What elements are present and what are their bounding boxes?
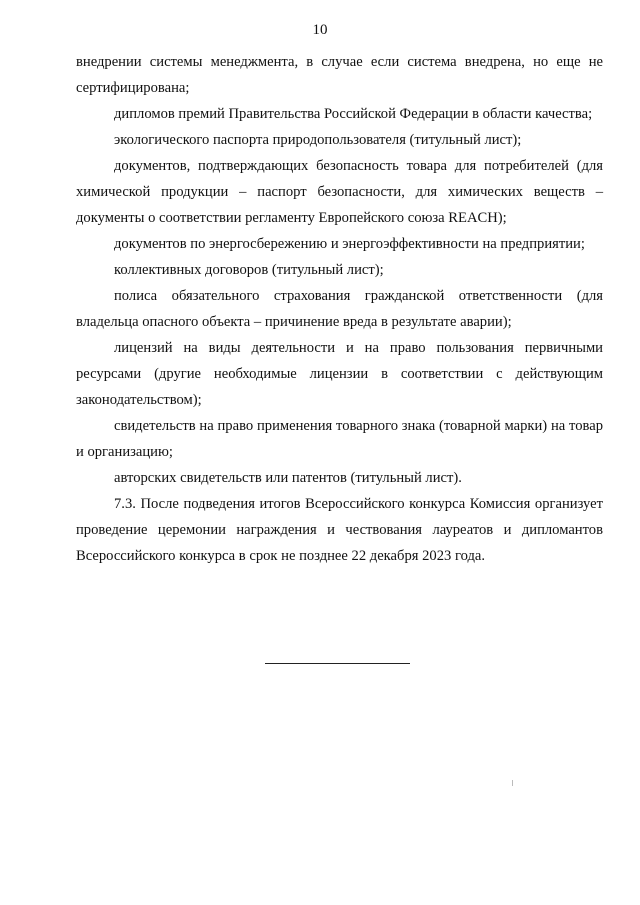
paragraph-patents: авторских свидетельств или патентов (титульный лист). bbox=[114, 470, 462, 486]
paragraph-ecological-passport: экологического паспорта природопользователя (титульный лист); bbox=[114, 132, 522, 148]
paragraph-licenses: лицензий на виды деятельности и на право пользования первичными ресурсами (другие необходимые лицензии в соответствии с действующим законодательством); bbox=[76, 340, 603, 408]
scan-speck bbox=[512, 780, 513, 786]
paragraph-section-7-3: 7.3. После подведения итогов Всероссийского конкурса Комиссия организует проведение церемонии награждения и чествования лауреатов и дипломантов Всероссийского конкурса в срок не позднее 22 декабря 2023 года. bbox=[76, 496, 603, 564]
end-rule-divider bbox=[265, 663, 410, 664]
page-number: 10 bbox=[312, 22, 328, 38]
paragraph-collective-agreements: коллективных договоров (титульный лист); bbox=[114, 262, 384, 278]
paragraph-energy-saving-documents: документов по энергосбережению и энергоэффективности на предприятии; bbox=[114, 236, 585, 252]
paragraph-system-management: внедрении системы менеджмента, в случае если система внедрена, но еще не сертифицирована; bbox=[76, 54, 603, 96]
document-body bbox=[76, 49, 603, 569]
paragraph-product-safety-documents: документов, подтверждающих безопасность товара для потребителей (для химической продукции – паспорт безопасности, для химических веществ – документы о соответствии регламенту Европейского союза REACH); bbox=[76, 158, 603, 226]
paragraph-trademark-certificates: свидетельств на право применения товарного знака (товарной марки) на товар и организацию; bbox=[76, 418, 603, 460]
paragraph-liability-insurance: полиса обязательного страхования гражданской ответственности (для владельца опасного объекта – причинение вреда в результате аварии); bbox=[76, 288, 603, 330]
paragraph-government-prize-diplomas: дипломов премий Правительства Российской Федерации в области качества; bbox=[114, 106, 593, 122]
